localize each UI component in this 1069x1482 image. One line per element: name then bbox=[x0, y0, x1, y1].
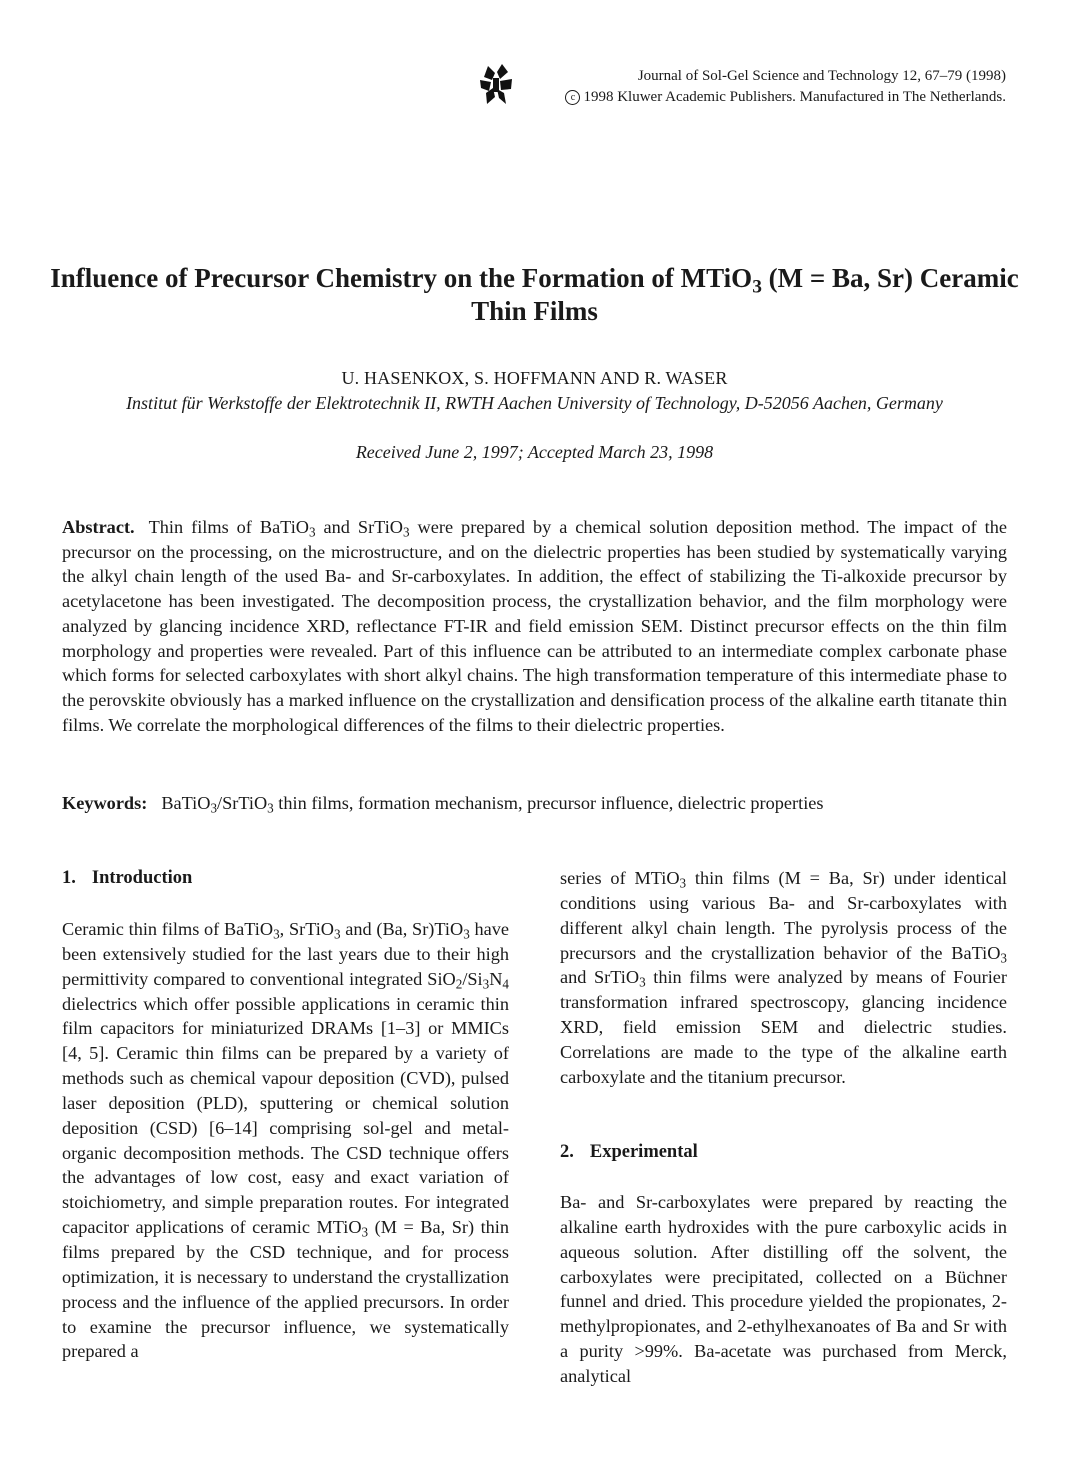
section-number: 2. bbox=[560, 1142, 574, 1162]
copyright-line bbox=[565, 87, 1006, 108]
keywords-text: BaTiO$_3$/SrTiO$_3$ thin films, formation mechanism, precursor influence, dielectric properties bbox=[161, 793, 824, 816]
paper-title: Influence of Precursor Chemistry on the Formation of MTiO$_3$ (M = Ba, Sr) Ceramic Thin Films bbox=[50, 263, 1019, 326]
keywords bbox=[62, 791, 1007, 815]
authors: U. HASENKOX, S. HOFFMANN AND R. WASER bbox=[341, 368, 728, 388]
copyright-text: 1998 Kluwer Academic Publishers. Manufactured in The Netherlands. bbox=[583, 89, 1006, 105]
abstract-label: Abstract. bbox=[62, 517, 135, 537]
experimental-paragraph: Ba- and Sr-carboxylates were prepared by reacting the alkaline earth hydroxides with the pure carboxylic acids in aqueous solution. After distilling off the solvent, the carboxylates were precipitated, collected on a Büchner funnel and dried. This procedure yielded the propionates, 2-methylpropionates, and 2-ethylhexanoates of Ba and Sr with a purity >99%. Ba-acetate was purchased from Merck, analytical bbox=[560, 1192, 1007, 1386]
abstract-text: Thin films of BaTiO$_3$ and SrTiO$_3$ were prepared by a chemical solution deposition method. The impact of the precursor on the processing, on the microstructure, and on the dielectric properties has been studied by systematically varying the alkyl chain length of the used Ba- and Sr-carboxylates. In addition, the effect of stabilizing the Ti-alkoxide precursor by acetylacetone has been investigated. The decomposition process, the crystallization behavior, and the film morphology were analyzed by glancing incidence XRD, reflectance FT-IR and field emission SEM. Distinct precursor effects on the thin film morphology and properties were revealed. Part of this influence can be attributed to an intermediate complex carbonate phase which forms for selected carboxylates with short alkyl chains. The high transformation temperature of this intermediate phase to the perovskite obviously has a marked influence on the crystallization and densification process of the alkaline earth titanate thin films. We correlate the morphological differences of the films to their dielectric properties. bbox=[62, 517, 1008, 735]
section-title: Introduction bbox=[91, 868, 193, 888]
affiliation: Institut für Werkstoffe der Elektrotechnik II, RWTH Aachen University of Technology, D-52056 Aachen, Germany bbox=[126, 393, 943, 413]
section-heading-experimental bbox=[560, 1140, 698, 1164]
keywords-label: Keywords: bbox=[62, 793, 148, 813]
received-accepted-dates: Received June 2, 1997; Accepted March 23, 1998 bbox=[355, 442, 714, 462]
journal-header bbox=[470, 62, 1010, 108]
section-heading-introduction bbox=[62, 866, 192, 890]
section-number: 1. bbox=[62, 868, 76, 888]
section-title: Experimental bbox=[589, 1142, 698, 1162]
introduction-paragraph-right: series of MTiO$_3$ thin films (M = Ba, Sr) under identical conditions using various Ba- and Sr-carboxylates with different alkyl chain length. The pyrolysis process of the precursors and the crystallization behavior of the BaTiO$_3$ and SrTiO$_3$ thin films were analyzed by means of Fourier transformation infrared spectroscopy, glancing incidence XRD, field emission SEM and dielectric studies. Correlations are made to the type of the alkaline earth carboxylate and the titanium precursor. bbox=[560, 868, 1007, 1087]
copyright-symbol: c bbox=[565, 90, 580, 105]
abstract bbox=[62, 515, 1007, 737]
journal-citation: Journal of Sol-Gel Science and Technology 12, 67–79 (1998) bbox=[637, 68, 1006, 84]
introduction-paragraph-left: Ceramic thin films of BaTiO$_3$, SrTiO$_3$ and (Ba, Sr)TiO$_3$ have been extensively studied for the last years due to their high permittivity compared to conventional integrated $SiO_2/Si_3N_4$ dielectrics which offer possible applications in ceramic thin film capacitors for miniaturized DRAMs [1–3] or MMICs [4, 5]. Ceramic thin films can be prepared by a variety of methods such as chemical vapour deposition (CVD), pulsed laser deposition (PLD), sputtering or chemical solution deposition (CSD) [6–14] comprising sol-gel and metal-organic decomposition methods. The CSD technique offers the advantages of low cost, easy and exact variation of stoichiometry, and simple preparation routes. For integrated capacitor applications of ceramic MTiO$_3$ (M = Ba, Sr) thin films prepared by the CSD technique, and for process optimization, it is necessary to understand the crystallization process and the influence of the applied precursors. In order to examine the precursor influence, we systematically prepared a bbox=[62, 919, 510, 1362]
publisher-logo-icon bbox=[478, 64, 514, 106]
